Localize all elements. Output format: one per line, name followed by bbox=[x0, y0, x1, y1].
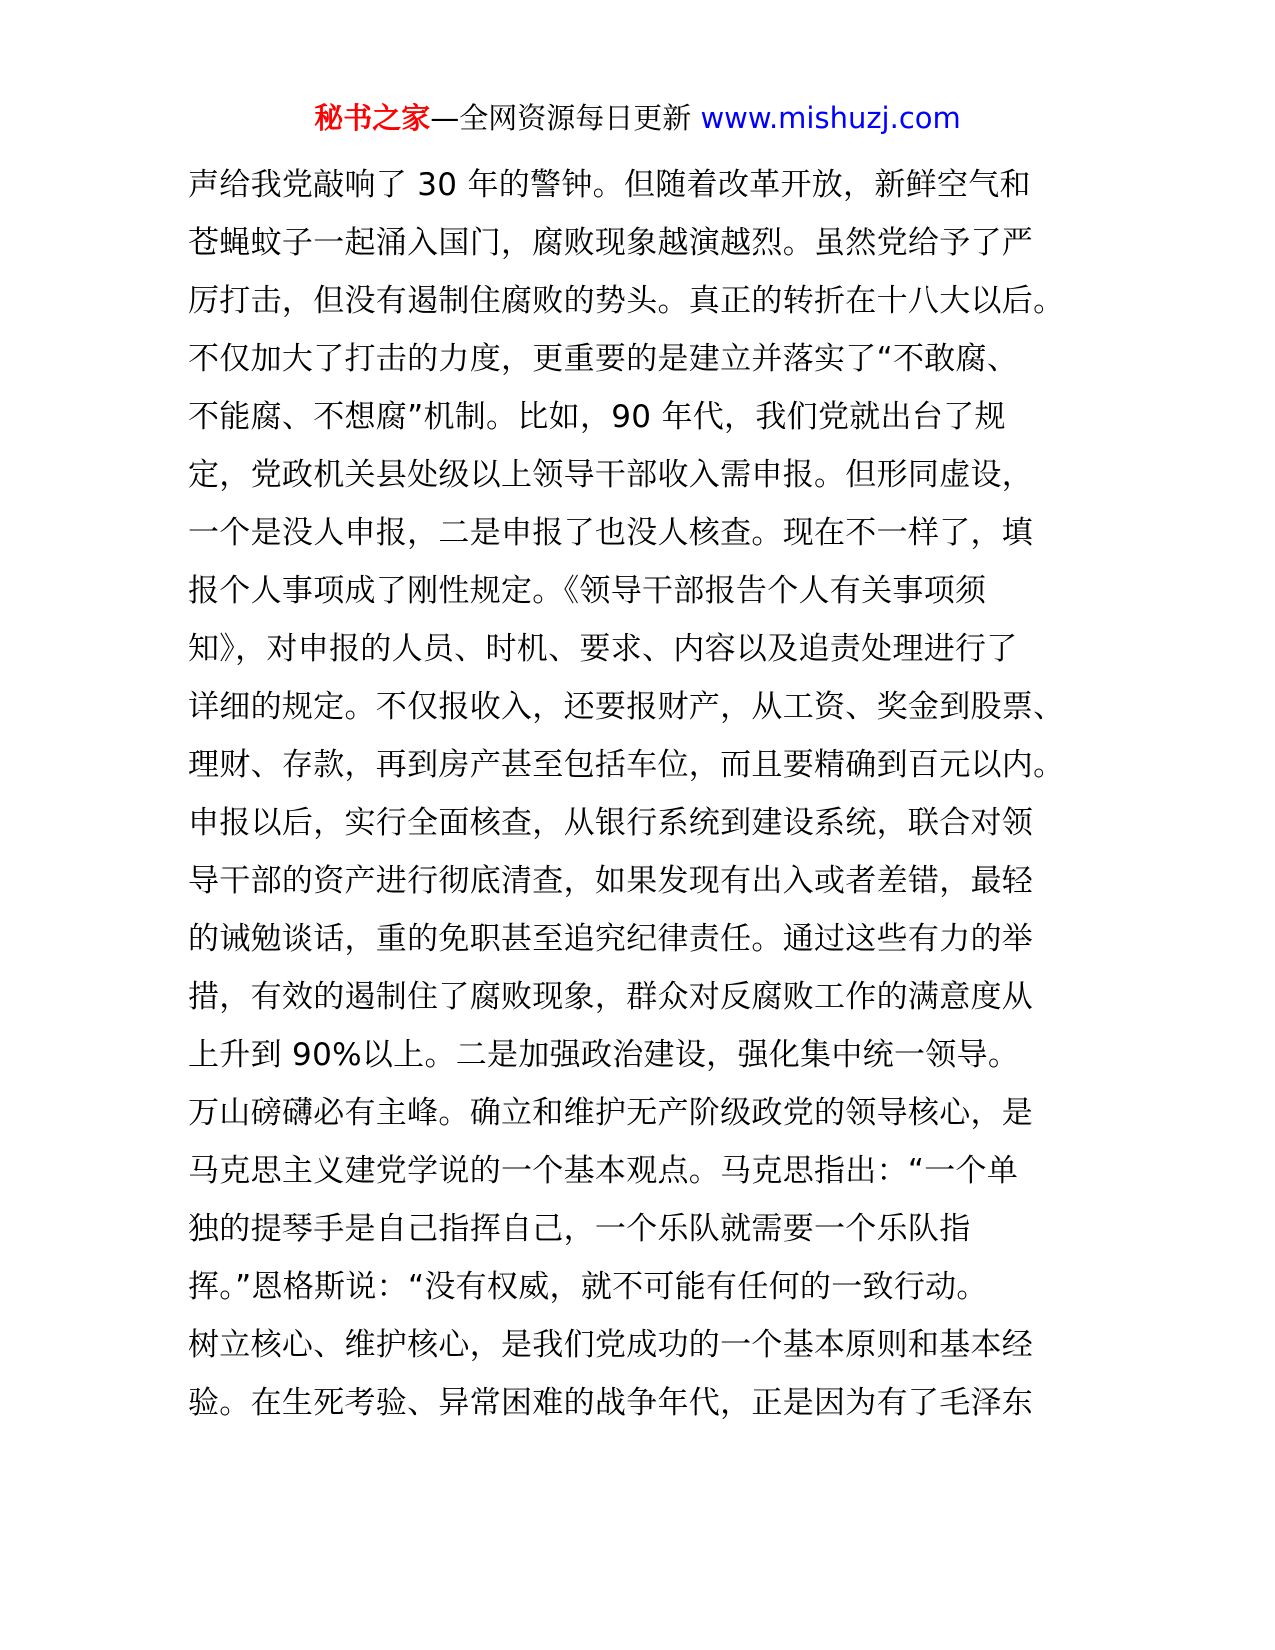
text-line: 不仅加大了打击的力度，更重要的是建立并落实了“不敢腐、 bbox=[188, 341, 1019, 377]
text-line: 苍蝇蚊子一起涌入国门，腐败现象越演越烈。虽然党给予了严 bbox=[188, 225, 1034, 261]
text-line: 厉打击，但没有遏制住腐败的势头。真正的转折在十八大以后。 bbox=[188, 283, 1065, 319]
text-line: 报个人事项成了刚性规定。《领导干部报告个人有关事项须 bbox=[188, 573, 987, 609]
text-line: 详细的规定。不仅报收入，还要报财产，从工资、奖金到股票、 bbox=[188, 689, 1065, 725]
document-body bbox=[188, 156, 1108, 1432]
text-line: 的诫勉谈话，重的免职甚至追究纪律责任。通过这些有力的举 bbox=[188, 921, 1034, 957]
text-line: 知》，对申报的人员、时机、要求、内容以及追责处理进行了 bbox=[188, 631, 1018, 667]
brand-name: 秘书之家 bbox=[314, 101, 431, 135]
text-line: 申报以后，实行全面核查，从银行系统到建设系统，联合对领 bbox=[188, 805, 1034, 841]
text-line: 万山磅礴必有主峰。确立和维护无产阶级政党的领导核心，是 bbox=[188, 1095, 1034, 1131]
text-line: 树立核心、维护核心，是我们党成功的一个基本原则和基本经 bbox=[188, 1327, 1034, 1363]
text-line: 措，有效的遏制住了腐败现象，群众对反腐败工作的满意度从 bbox=[188, 979, 1034, 1015]
text-line: 挥。”恩格斯说：“没有权威，就不可能有任何的一致行动。 bbox=[188, 1269, 988, 1305]
text-line: 定，党政机关县处级以上领导干部收入需申报。但形同虚设， bbox=[188, 457, 1034, 493]
text-line: 导干部的资产进行彻底清查，如果发现有出入或者差错，最轻 bbox=[188, 863, 1034, 899]
header-tagline: —全网资源每日更新 bbox=[430, 101, 701, 135]
text-line: 上升到 90%以上。二是加强政治建设，强化集中统一领导。 bbox=[188, 1037, 1020, 1073]
text-line: 独的提琴手是自己指挥自己，一个乐队就需要一个乐队指 bbox=[188, 1211, 971, 1247]
text-line: 一个是没人申报，二是申报了也没人核查。现在不一样了，填 bbox=[188, 515, 1034, 551]
text-line: 声给我党敲响了 30 年的警钟。但随着改革开放，新鲜空气和 bbox=[188, 167, 1031, 203]
page-header bbox=[0, 96, 1275, 140]
text-line: 理财、存款，再到房产甚至包括车位，而且要精确到百元以内。 bbox=[188, 747, 1065, 783]
site-url-link[interactable]: www.mishuzj.com bbox=[700, 101, 961, 135]
text-line: 验。在生死考验、异常困难的战争年代，正是因为有了毛泽东 bbox=[188, 1385, 1034, 1421]
text-line: 马克思主义建党学说的一个基本观点。马克思指出：“一个单 bbox=[188, 1153, 1019, 1189]
text-line: 不能腐、不想腐”机制。比如，90 年代，我们党就出台了规 bbox=[188, 399, 1006, 435]
